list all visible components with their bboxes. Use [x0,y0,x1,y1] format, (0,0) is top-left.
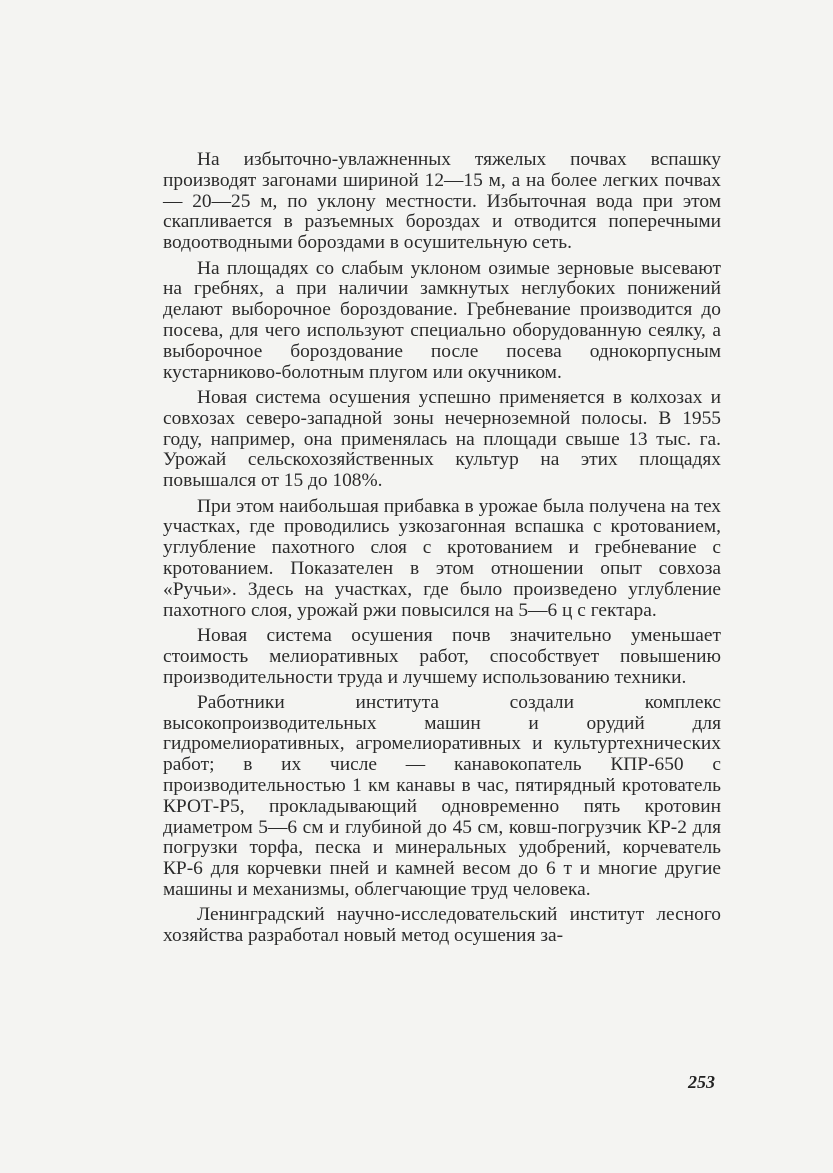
page-number: 253 [688,1072,715,1092]
paragraph: Ленинградский научно-исследовательский институт лесного хозяйства разработал новый метод осушения за- [163,904,721,947]
paragraph: Работники института создали комплекс высокопроизводительных машин и орудий для гидромелиоративных, агромелиоративных и культуртехнических работ; в их числе — канавокопатель КПР-650 с производительностью 1 км канавы в час, пятирядный кротователь КРОТ-Р5, прокладывающий одновременно пять кротовин диаметром 5—6 см и глубиной до 45 см, ковш-погрузчик КР-2 для погрузки торфа, песка и минеральных удобрений, корчеватель КР-6 для корчевки пней и камней весом до 6 т и многие другие машины и механизмы, облегчающие труд человека. [163,691,721,901]
paragraph: На избыточно-увлажненных тяжелых почвах вспашку производят загонами шириной 12—15 м, а на более легких почвах — 20—25 м, по уклону местности. Избыточная вода при этом скапливается в разъемных бороздах и отводится поперечными водоотводными бороздами в осушительную сеть. [163,149,721,254]
paragraph: Новая система осушения почв значительно уменьшает стоимость мелиоративных работ, способствует повышению производительности труда и лучшему использованию техники. [163,624,721,688]
paragraph: На площадях со слабым уклоном озимые зерновые высевают на гребнях, а при наличии замкнутых неглубоких понижений делают выборочное бороздование. Гребневание производится до посева, для чего используют специально оборудованную сеялку, а выборочное бороздование после посева однокорпусным кустарниково-болотным плугом или окучником. [163,257,721,383]
paragraph: При этом наибольшая прибавка в урожае была получена на тех участках, где проводились узкозагонная вспашка с кротованием, углубление пахотного слоя с кротованием и гребневание с кротованием. Показателен в этом отношении опыт совхоза «Ручьи». Здесь на участках, где было произведено углубление пахотного слоя, урожай ржи повысился на 5—6 ц с гектара. [163,495,721,621]
paragraph: Новая система осушения успешно применяется в колхозах и совхозах северо-западной зоны нечерноземной полосы. В 1955 году, например, она применялась на площади свыше 13 тыс. га. Урожай сельскохозяйственных культур на этих площадях повышался от 15 до 108%. [163,386,721,492]
body-text [163,150,721,952]
